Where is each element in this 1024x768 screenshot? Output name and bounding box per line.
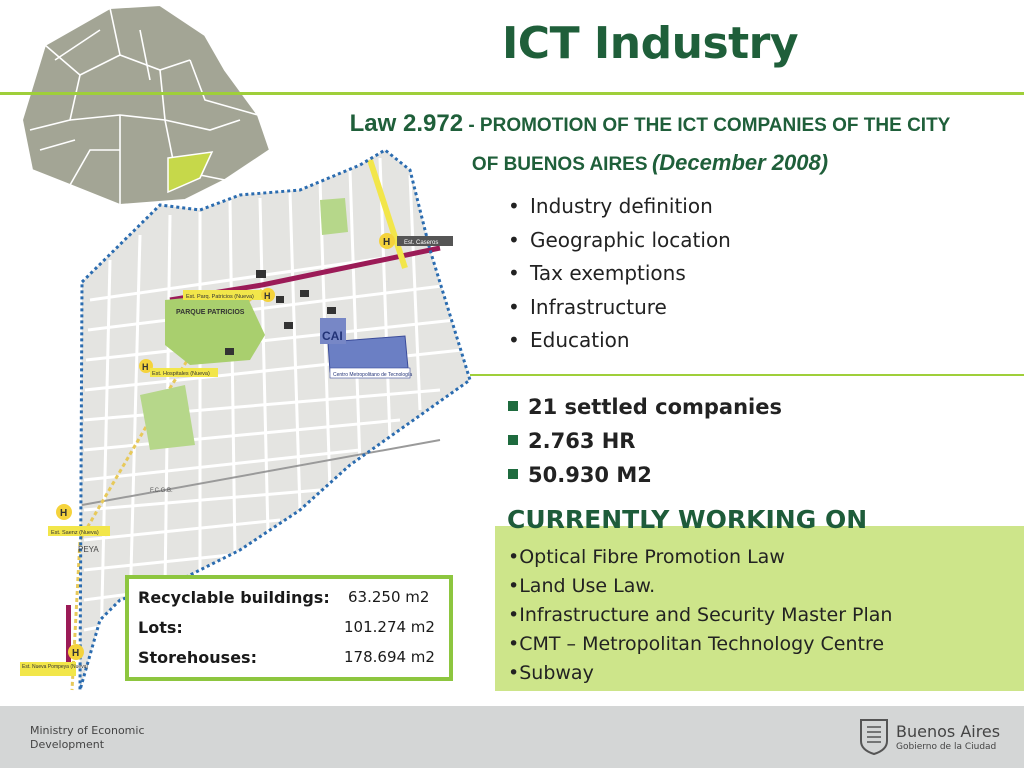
area-label: PEYA (78, 545, 99, 554)
stat-item (508, 458, 782, 492)
stat-text: 50.930 M2 (528, 463, 652, 487)
list-item: • Tax exemptions (508, 257, 731, 291)
parque-patricios (165, 292, 265, 365)
list-item: • CMT – Metropolitan Technology Centre (508, 630, 892, 659)
svg-text:Est. Nueva Pompeya (Nueva): Est. Nueva Pompeya (Nueva) (22, 664, 89, 670)
station-parque-patricios (183, 288, 275, 302)
city-inset-map (22, 5, 270, 205)
page-title: ICT Industry (501, 18, 799, 69)
buildings-value: 178.694 m2 (344, 648, 435, 666)
buildings-label: Storehouses: (138, 648, 257, 667)
square-bullet-icon (508, 401, 518, 411)
list-item: • Infrastructure and Security Master Plan (508, 601, 892, 630)
list-item: • Subway (508, 659, 892, 688)
svg-text:H: H (60, 508, 68, 519)
law-description-1: - PROMOTION OF THE ICT COMPANIES OF THE CITY (463, 115, 951, 136)
working-on-list (508, 543, 892, 688)
list-item: • Infrastructure (508, 291, 731, 325)
cai-label: CAI (322, 329, 343, 343)
stat-item (508, 390, 782, 424)
buildings-value: 101.274 m2 (344, 618, 435, 636)
svg-text:Est. Caseros: Est. Caseros (404, 240, 439, 246)
buildings-box (125, 575, 453, 681)
section-divider (470, 374, 1024, 376)
working-on-title: CURRENTLY WORKING ON (507, 505, 868, 534)
ministry-label (30, 724, 145, 752)
fcgb-label: F.C.G.B. (150, 488, 173, 494)
title-divider (0, 92, 1024, 95)
svg-text:H: H (142, 362, 149, 372)
buildings-label: Recyclable buildings: (138, 588, 330, 607)
stat-item (508, 424, 782, 458)
station-nueva-pompeya (20, 644, 88, 676)
stat-text: 21 settled companies (528, 395, 782, 419)
ministry-line-2: Development (30, 738, 105, 751)
list-item: • Land Use Law. (508, 572, 892, 601)
buenos-aires-emblem-icon (858, 717, 890, 755)
stat-text: 2.763 HR (528, 429, 636, 453)
list-item: • Geographic location (508, 224, 731, 258)
buildings-label: Lots: (138, 618, 183, 637)
svg-text:Est. Saenz (Nueva): Est. Saenz (Nueva) (51, 530, 99, 536)
svg-text:Est. Parq. Patricios (Nueva): Est. Parq. Patricios (Nueva) (186, 294, 254, 300)
law-date: (December 2008) (651, 150, 829, 175)
list-item: • Optical Fibre Promotion Law (508, 543, 892, 572)
svg-text:H: H (383, 237, 391, 248)
ministry-line-1: Ministry of Economic (30, 724, 145, 737)
stats-list (508, 390, 782, 492)
square-bullet-icon (508, 435, 518, 445)
square-bullet-icon (508, 469, 518, 479)
list-item: • Education (508, 324, 731, 358)
brand-subtitle: Gobierno de la Ciudad (896, 742, 997, 752)
list-item: • Industry definition (508, 190, 731, 224)
svg-text:Est. Hospitales (Nueva): Est. Hospitales (Nueva) (152, 371, 210, 377)
law-number: Law 2.972 (349, 110, 464, 137)
topics-list (508, 190, 731, 358)
center-label: Centro Metropolitano de Tecnología (333, 372, 413, 378)
law-description-2: OF BUENOS AIRES (471, 154, 648, 175)
brand-name: Buenos Aires (896, 722, 1001, 741)
buildings-value: 63.250 m2 (348, 588, 430, 606)
svg-text:H: H (72, 648, 80, 659)
svg-text:H: H (264, 291, 271, 301)
law-heading (300, 106, 1000, 184)
park-label: PARQUE PATRICIOS (176, 309, 245, 316)
